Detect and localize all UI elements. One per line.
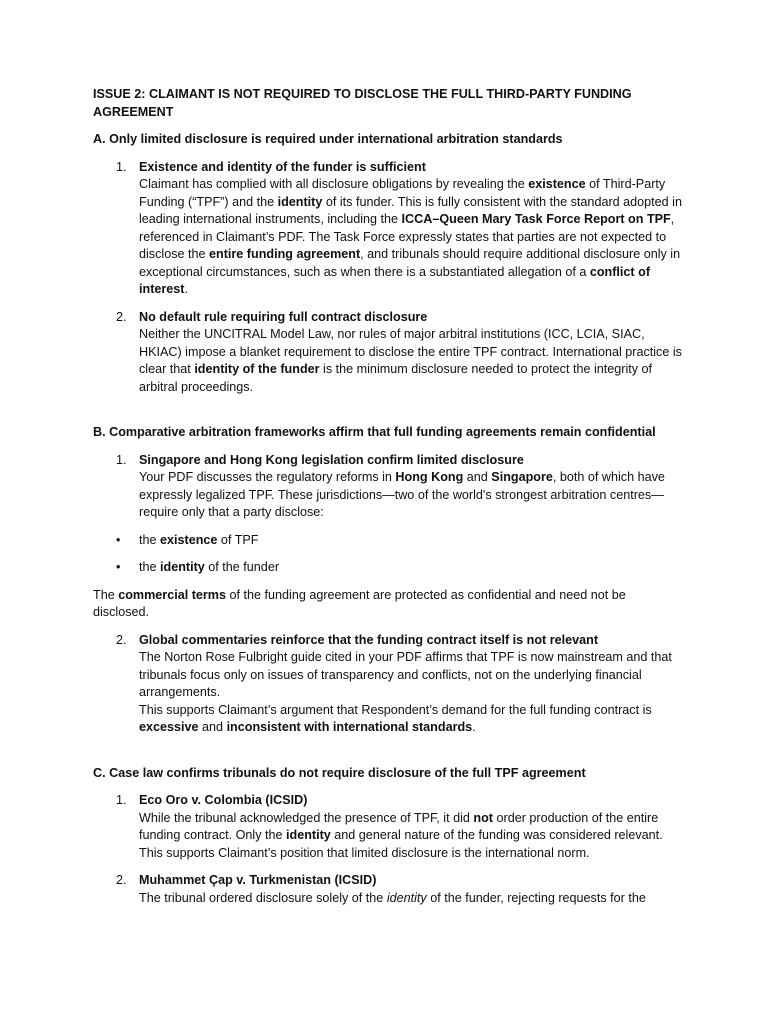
section-b-heading: B. Comparative arbitration frameworks affirm that full funding agreements remain confidential (93, 425, 656, 439)
item-body: Claimant has complied with all disclosure obligations by revealing the existence of Third-Party Funding (“TPF”) and the identity of its funder. This is fully consistent with the standard adopted in leading international instruments, including the ICCA–Queen Mary Task Force Report on TPF, referenced in Claimant’s PDF. The Task Force expressly states that parties are not expected to disclose the entire funding agreement, and tribunals should require additional disclosure only in exceptional circumstances, such as when there is a substantiated allegation of a conflict of interest. (139, 177, 682, 296)
list-item (93, 159, 683, 299)
list-item (93, 792, 683, 862)
section-a-list (93, 159, 683, 397)
item-title: Global commentaries reinforce that the funding contract itself is not relevant (139, 632, 599, 647)
section-b-list (93, 452, 683, 522)
list-item (93, 309, 683, 397)
list-item (93, 872, 683, 907)
item-title: Singapore and Hong Kong legislation confirm limited disclosure (139, 452, 524, 467)
document-page (93, 86, 683, 917)
item-body: While the tribunal acknowledged the presence of TPF, it did not order production of the entire funding contract. Only the identity and general nature of the funding was considered relevant. This supports Claimant’s position that limited disclosure is the international norm. (139, 810, 663, 860)
item-number: 1. (116, 452, 127, 467)
bullet-text: the identity of the funder (139, 560, 280, 574)
item-body: The tribunal ordered disclosure solely of the identity of the funder, rejecting requests for the (139, 890, 646, 905)
section-c-heading: C. Case law confirms tribunals do not require disclosure of the full TPF agreement (93, 765, 586, 780)
item-title: Muhammet Çap v. Turkmenistan (ICSID) (139, 873, 377, 887)
bullet-item (93, 559, 683, 577)
item-body: Neither the UNCITRAL Model Law, nor rules of major arbitral institutions (ICC, LCIA, SIAC, HKIAC) impose a blanket requirement to disclose the entire TPF contract. International practice is clear that identity of the funder is the minimum disclosure needed to protect the integrity of arbitral proceedings. (139, 327, 682, 394)
list-item (93, 632, 683, 737)
item-title: Eco Oro v. Colombia (ICSID) (139, 793, 308, 807)
bullet-item (93, 532, 683, 550)
section-c-list (93, 792, 683, 907)
item-number: 1. (116, 159, 127, 174)
item-number: 2. (116, 873, 127, 887)
item-number: 2. (116, 632, 127, 647)
bullet-list (93, 532, 683, 577)
item-body: Your PDF discusses the regulatory reforms in Hong Kong and Singapore, both of which have expressly legalized TPF. These jurisdictions—two of the world's strongest arbitration centres—require only that a party disclose: (139, 470, 665, 519)
section-a-heading: A. Only limited disclosure is required under international arbitration standards (93, 132, 563, 146)
item-number: 2. (116, 309, 127, 324)
item-number: 1. (116, 793, 127, 807)
list-item (93, 452, 683, 522)
item-body: The Norton Rose Fulbright guide cited in your PDF affirms that TPF is now mainstream and that tribunals focus only on issues of transparency and conflicts, not on the underlying financial arrangements. This supports Claimant’s argument that Respondent’s demand for the full funding contract is excessive and inconsistent with international standards. (139, 650, 672, 734)
body-paragraph: The commercial terms of the funding agreement are protected as confidential and need not be disclosed. (93, 587, 626, 619)
bullet-text: the existence of TPF (139, 532, 259, 547)
item-title: No default rule requiring full contract disclosure (139, 309, 428, 324)
item-title: Existence and identity of the funder is sufficient (139, 159, 426, 174)
section-b-list-continued (93, 632, 683, 737)
issue-heading: ISSUE 2: CLAIMANT IS NOT REQUIRED TO DISCLOSE THE FULL THIRD-PARTY FUNDING AGREEMENT (93, 87, 632, 119)
bullet-icon: • (116, 560, 121, 574)
bullet-icon: • (116, 532, 121, 547)
